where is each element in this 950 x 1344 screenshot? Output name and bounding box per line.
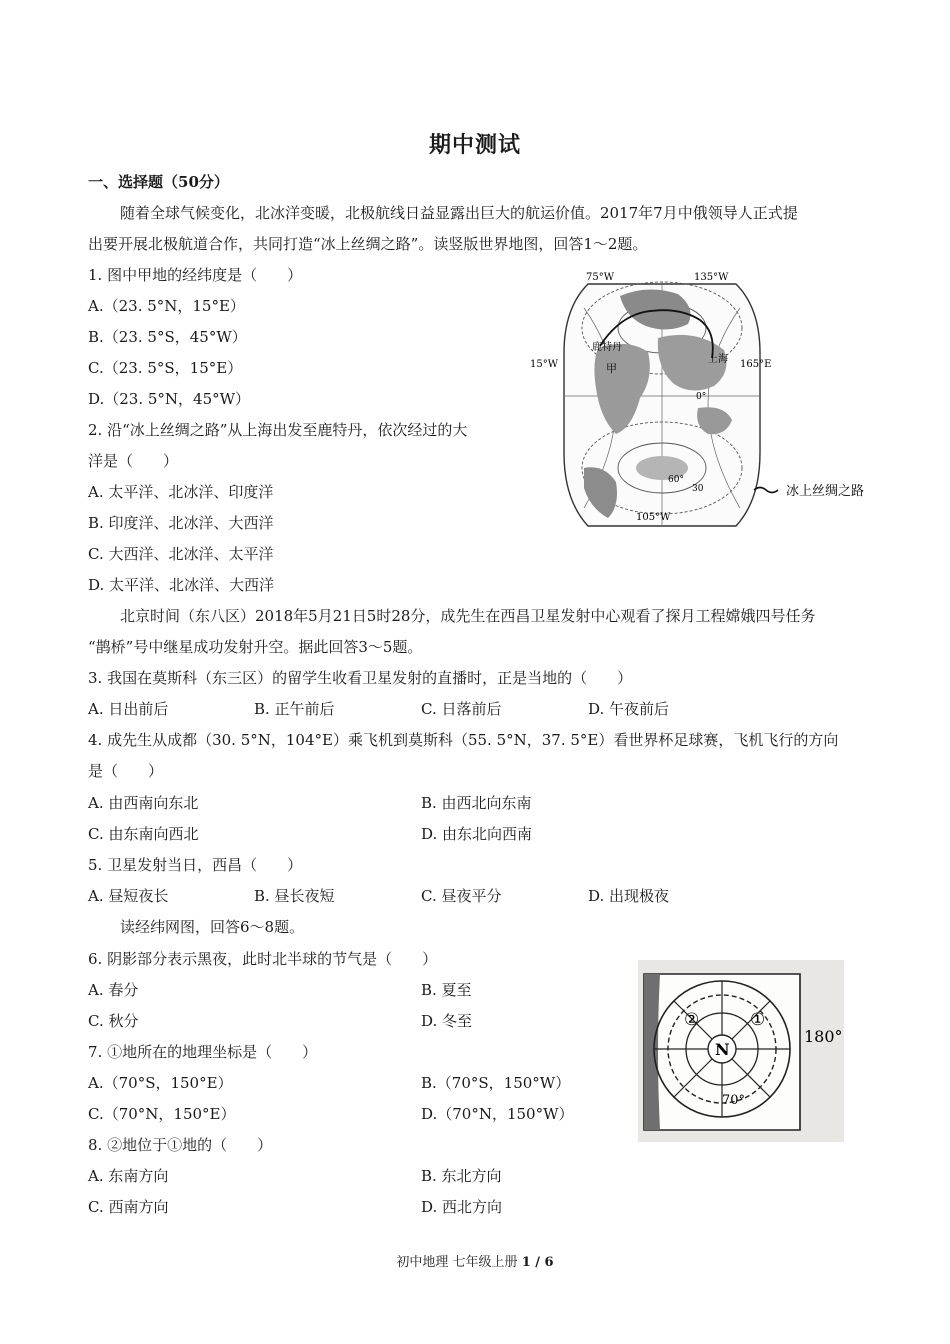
question-4-stem: 是（ ） [88, 762, 164, 780]
q8-option-d: D. 西北方向 [421, 1198, 503, 1216]
label-15w: 15°W [530, 359, 559, 370]
q6-option-c: C. 秋分 [88, 1012, 139, 1030]
q5-option-a: A. 昼短夜长 [88, 887, 169, 905]
route-legend-symbol [754, 488, 778, 493]
q2-option-b: B. 印度洋、北冰洋、大西洋 [88, 514, 274, 532]
point-2-marker: ② [684, 1010, 700, 1030]
q4-option-c: C. 由东南向西北 [88, 825, 199, 843]
point-1-marker: ① [750, 1010, 766, 1030]
question-6-stem: 6. 阴影部分表示黑夜，此时北半球的节气是（ ） [88, 950, 438, 968]
q2-option-d: D. 太平洋、北冰洋、大西洋 [88, 576, 275, 594]
label-shanghai: 上海 [708, 354, 728, 365]
section-heading: 一、选择题（50分） [88, 173, 229, 191]
q5-option-d: D. 出现极夜 [588, 887, 670, 905]
q3-option-b: B. 正午前后 [254, 700, 335, 718]
q3-option-d: D. 午夜前后 [588, 700, 670, 718]
label-75w: 75°W [586, 272, 615, 283]
question-2-stem: 洋是（ ） [88, 452, 179, 470]
q3-option-a: A. 日出前后 [88, 700, 169, 718]
q1-option-b: B.（23. 5°S，45°W） [88, 328, 247, 346]
q1-option-c: C.（23. 5°S，15°E） [88, 359, 243, 377]
page-footer [0, 1251, 950, 1270]
question-2-stem: 2. 沿“冰上丝绸之路”从上海出发至鹿特丹，依次经过的大 [88, 421, 468, 439]
intro-paragraph: 北京时间（东八区）2018年5月21日5时28分，成先生在西昌卫星发射中心观看了探月工程嫦娥四号任务 [120, 607, 816, 625]
question-3-stem: 3. 我国在莫斯科（东三区）的留学生收看卫星发射的直播时，正是当地的（ ） [88, 669, 633, 687]
q5-option-b: B. 昼长夜短 [254, 887, 335, 905]
q7-option-c: C.（70°N，150°E） [88, 1105, 236, 1123]
north-pole-label: N [715, 1040, 730, 1059]
label-165e: 165°E [740, 359, 772, 370]
q6-option-d: D. 冬至 [421, 1012, 473, 1030]
q3-option-c: C. 日落前后 [421, 700, 502, 718]
q2-option-a: A. 太平洋、北冰洋、印度洋 [88, 483, 274, 501]
q6-option-b: B. 夏至 [421, 981, 472, 999]
question-1-stem: 1. 图中甲地的经纬度是（ ） [88, 266, 303, 284]
question-4-stem: 4. 成先生从成都（30. 5°N，104°E）乘飞机到莫斯科（55. 5°N，37. 5°E）看世界杯足球赛，飞机飞行的方向 [88, 731, 839, 749]
label-lat-60: 60° [668, 475, 684, 485]
intro-paragraph: 出要开展北极航道合作，共同打造“冰上丝绸之路”。读竖版世界地图，回答1～2题。 [88, 235, 648, 253]
question-5-stem: 5. 卫星发射当日，西昌（ ） [88, 856, 303, 874]
label-jia: 甲 [606, 362, 617, 375]
label-lat-0: 0° [696, 392, 707, 402]
intro-paragraph: 读经纬网图，回答6～8题。 [120, 918, 305, 936]
question-7-stem: 7. ①地所在的地理坐标是（ ） [88, 1043, 318, 1061]
q8-option-c: C. 西南方向 [88, 1198, 169, 1216]
label-rotterdam: 鹿特丹 [592, 342, 622, 353]
vertical-world-map [528, 268, 873, 540]
label-180: 180° [804, 1027, 843, 1046]
question-8-stem: 8. ②地位于①地的（ ） [88, 1136, 273, 1154]
q4-option-d: D. 由东北向西南 [421, 825, 533, 843]
polar-graticule-map [638, 960, 844, 1142]
q8-option-b: B. 东北方向 [421, 1167, 502, 1185]
q1-option-d: D.（23. 5°N，45°W） [88, 390, 251, 408]
q1-option-a: A.（23. 5°N，15°E） [88, 297, 245, 315]
page-title: 期中测试 [428, 132, 521, 158]
footer-text: 初中地理 七年级上册 [396, 1255, 522, 1270]
label-lat-30: 30 [692, 484, 704, 494]
page-number: 1 / 6 [521, 1255, 554, 1270]
q2-option-c: C. 大西洋、北冰洋、太平洋 [88, 545, 274, 563]
label-105w: 105°W [636, 512, 671, 523]
label-70: 70° [722, 1093, 746, 1108]
intro-paragraph: 随着全球气候变化，北冰洋变暖，北极航线日益显露出巨大的航运价值。2017年7月中俄领导人正式提 [120, 204, 798, 222]
q4-option-b: B. 由西北向东南 [421, 794, 532, 812]
q7-option-b: B.（70°S，150°W） [421, 1074, 571, 1092]
intro-paragraph: “鹊桥”号中继星成功发射升空。据此回答3～5题。 [88, 638, 423, 656]
q7-option-a: A.（70°S，150°E） [88, 1074, 233, 1092]
q8-option-a: A. 东南方向 [88, 1167, 169, 1185]
label-135w: 135°W [694, 272, 729, 283]
q4-option-a: A. 由西南向东北 [88, 794, 199, 812]
q7-option-d: D.（70°N，150°W） [421, 1105, 574, 1123]
route-legend-label: 冰上丝绸之路 [786, 484, 865, 499]
q6-option-a: A. 春分 [88, 981, 139, 999]
night-shading [644, 974, 660, 1130]
q5-option-c: C. 昼夜平分 [421, 887, 502, 905]
